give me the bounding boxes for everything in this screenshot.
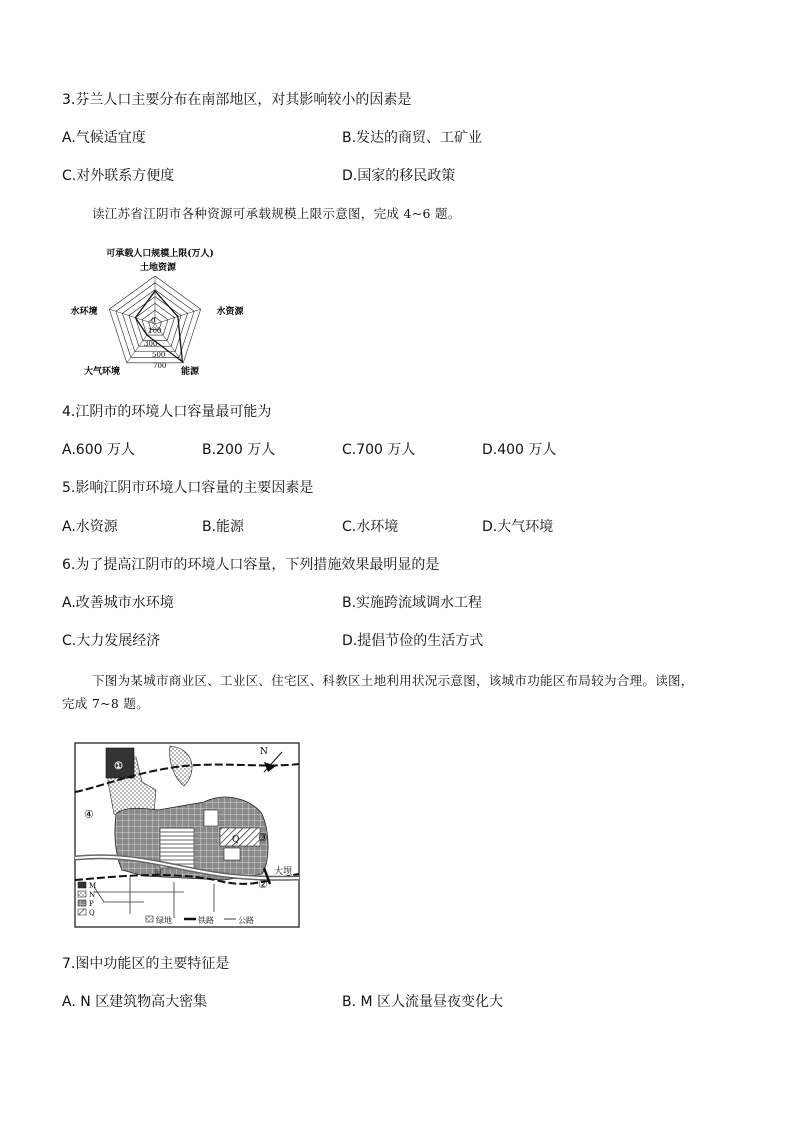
q7-option-a: A. N 区建筑物高大密集 [62, 994, 208, 1010]
q6-option-a: A.改善城市水环境 [62, 595, 174, 611]
intro-7-8-line1: 下图为某城市商业区、工业区、住宅区、科教区土地利用状况示意图，该城市功能区布局较为合理。读图， [92, 673, 694, 688]
q5-option-a: A.水资源 [62, 519, 118, 535]
radar-axis-label-air: 大气环境 [83, 367, 121, 377]
q6-option-c: C.大力发展经济 [62, 633, 161, 649]
science-edu-area-n [220, 828, 260, 846]
radar-axis-label-land: 土地资源 [139, 263, 177, 273]
radar-tick-label: 300 [144, 340, 158, 348]
legend-n: N [89, 891, 96, 899]
legend-m: M [89, 882, 97, 890]
river-label: 河 [154, 869, 162, 878]
radar-axis-label-water: 水资源 [216, 307, 244, 317]
q6-stem: 6.为了提高江阴市的环境人口容量，下列措施效果最明显的是 [62, 557, 440, 573]
block-white [204, 810, 218, 826]
q3-stem: 3.芬兰人口主要分布在南部地区，对其影响较小的因素是 [62, 92, 412, 108]
q4-option-d: D.400 万人 [482, 442, 557, 458]
q3-option-b: B.发达的商贸、工矿业 [342, 130, 483, 146]
radar-axis-line [109, 309, 155, 324]
q7-option-b: B. M 区人流量昼夜变化大 [342, 994, 504, 1010]
legend-q: Q [89, 909, 95, 917]
radar-axis-label-water-env: 水环境 [70, 307, 98, 317]
legend-rail: 铁路 [198, 916, 214, 925]
legend-green: 绿地 [156, 916, 172, 925]
map-marker-1: ① [114, 761, 123, 772]
intro-4-6: 读江苏省江阴市各种资源可承载规模上限示意图，完成 4~6 题。 [92, 206, 461, 221]
legend-p: P [89, 900, 94, 908]
map-marker-3: ③ [258, 831, 268, 844]
map-marker-2: ② [258, 878, 268, 891]
city-land-use-map [74, 742, 300, 928]
radar-tick-label: 700 [153, 362, 167, 370]
map-marker-4: ④ [84, 808, 94, 821]
q7-stem: 7.图中功能区的主要特征是 [62, 956, 230, 972]
q4-option-b: B.200 万人 [202, 442, 276, 458]
q6-option-b: B.实施跨流域调水工程 [342, 595, 483, 611]
intro-7-8-line2: 完成 7~8 题。 [62, 696, 150, 711]
dam-label: 大坝 [274, 867, 293, 877]
radar-title: 可承载人口规模上限(万人) [106, 249, 214, 259]
radar-tick-label: 0 [151, 317, 156, 325]
q3-option-c: C.对外联系方便度 [62, 168, 175, 184]
q5-option-c: C.水环境 [342, 519, 399, 535]
q4-option-c: C.700 万人 [342, 442, 416, 458]
north-label: N [260, 747, 268, 757]
radar-tick-label: 500 [152, 351, 166, 359]
q3-option-a: A.气候适宜度 [62, 130, 146, 146]
q5-option-b: B.能源 [202, 519, 245, 535]
q3-option-d: D.国家的移民政策 [342, 168, 456, 184]
q5-option-d: D.大气环境 [482, 519, 554, 535]
radar-tick-label: 100 [148, 327, 162, 335]
map-bottom-legend [146, 915, 254, 925]
q6-option-d: D.提倡节俭的生活方式 [342, 633, 484, 649]
map-label-q-block: Q [232, 835, 240, 845]
radar-axis-label-energy: 能源 [180, 367, 200, 377]
legend-road: 公路 [238, 916, 254, 925]
block-white [224, 848, 240, 860]
q5-stem: 5.影响江阴市环境人口容量的主要因素是 [62, 480, 314, 496]
q4-stem: 4.江阴市的环境人口容量最可能为 [62, 404, 272, 420]
radar-chart [60, 240, 250, 380]
q4-option-a: A.600 万人 [62, 442, 135, 458]
